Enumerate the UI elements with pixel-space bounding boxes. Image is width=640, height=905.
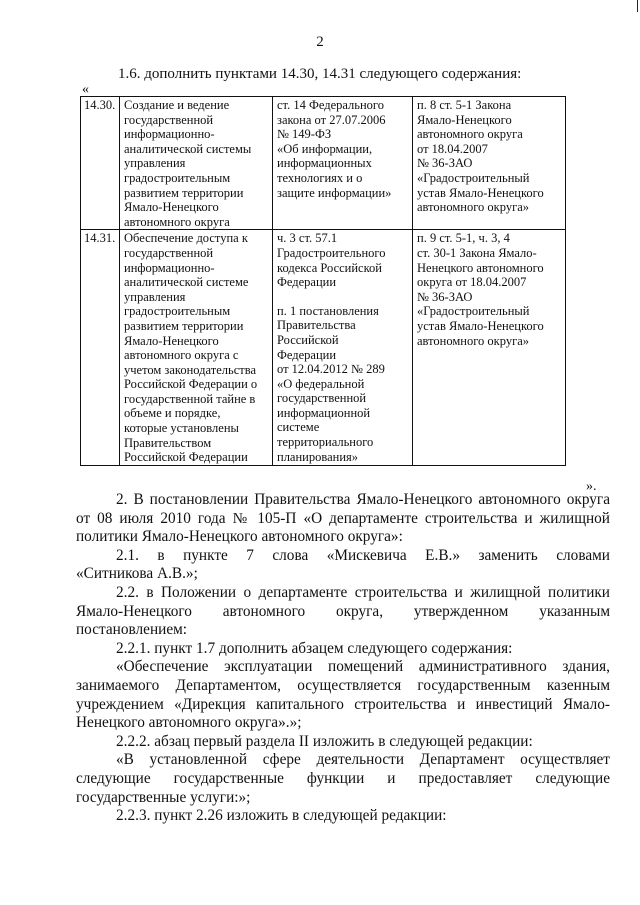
cell-text-line: объеме и порядке, <box>124 406 221 421</box>
paragraph-line: постановлением: <box>76 621 188 639</box>
cell-text-line: кодекса Российской <box>277 260 382 275</box>
cell-text-line: планирования» <box>277 449 359 464</box>
paragraph-line: Ненецкого автономного округа».»; <box>76 714 302 732</box>
cell-text-line: Правительством <box>124 435 212 450</box>
cell-text-line: Федерации <box>277 347 337 362</box>
cell-text-line: Ямало-Ненецкого <box>124 200 219 215</box>
federal-basis-part <box>277 231 409 289</box>
paragraph-line: от 08 июля 2010 года № 105-П «О департаменте строительства и жилищной <box>76 509 610 527</box>
cell-text-line: Ненецкого автономного <box>417 260 544 275</box>
cell-text-line: градостроительным <box>124 304 231 319</box>
paragraph-line: 2.1. в пункте 7 слова «Мискевича Е.В.» заменить словами <box>116 546 610 564</box>
cell-text-line: устав Ямало-Ненецкого <box>417 318 544 333</box>
row-number: 14.30. <box>81 97 120 230</box>
cell-text-line: которые установлены <box>124 421 239 436</box>
cell-text-line: № 36-ЗАО <box>417 289 473 304</box>
service-cell <box>120 230 273 466</box>
paragraph-line: политики Ямало-Ненецкого автономного округа»: <box>76 528 403 546</box>
paragraph-line: учреждением «Дирекция капитального строительства и инвестиций Ямало- <box>76 695 610 713</box>
cell-text-line: «Градостроительный <box>417 304 530 319</box>
federal-basis-cell <box>273 97 413 230</box>
cell-text-line: автономного округа» <box>417 200 530 215</box>
cell-text-line: информационно- <box>124 260 215 275</box>
cell-text-line: аналитической системе <box>124 275 249 290</box>
cell-text-line: государственной <box>124 112 214 127</box>
paragraph-line: государственные услуги:»; <box>76 788 251 806</box>
paragraph-line: Ямало-Ненецкого автономного округа, утвержденном указанным <box>76 602 610 620</box>
cell-text-line: развитием территории <box>124 318 244 333</box>
row-number: 14.31. <box>81 230 120 466</box>
cell-text-line: государственной <box>124 245 214 260</box>
document-body <box>76 491 610 826</box>
cell-text-line: от 18.04.2007 <box>417 141 488 156</box>
federal-basis-cell <box>273 230 413 466</box>
inserted-items-table <box>80 96 566 466</box>
intro-paragraph: 1.6. дополнить пунктами 14.30, 14.31 следующего содержания: <box>118 66 522 82</box>
cell-text-line: информационно- <box>124 127 215 142</box>
cell-text-line: «Градостроительный <box>417 170 530 185</box>
open-quote: « <box>82 82 89 97</box>
regional-basis-cell <box>413 230 566 466</box>
cell-text-line: «О федеральной <box>277 376 365 391</box>
paragraph-line: 2.2.3. пункт 2.26 изложить в следующей редакции: <box>116 807 447 825</box>
cell-text-line: территориального <box>277 435 374 450</box>
cell-text-line: «Об информации, <box>277 141 373 156</box>
cell-text-line: развитием территории <box>124 185 244 200</box>
regional-basis-cell <box>413 97 566 230</box>
paragraph-line: 2.2.2. абзац первый раздела II изложить в следующей редакции: <box>116 732 533 750</box>
paragraph-line: 2.2.1. пункт 1.7 дополнить абзацем следующего содержания: <box>116 639 513 657</box>
cell-text-line: округа от 18.04.2007 <box>417 275 527 290</box>
paragraph-line: 2. В постановлении Правительства Ямало-Ненецкого автономного округа <box>116 491 610 508</box>
cell-text-line: автономного округа <box>124 214 230 229</box>
cell-text-line: защите информации» <box>277 185 392 200</box>
cell-text-line: информационных <box>277 156 372 171</box>
paragraph-line: «Ситникова А.В.»; <box>76 565 198 583</box>
cell-text-line: Федерации <box>277 275 337 290</box>
cell-text-line: № 36-ЗАО <box>417 156 473 171</box>
cell-text-line: ст. 30-1 Закона Ямало- <box>417 245 537 260</box>
cell-text-line: Градостроительного <box>277 245 386 260</box>
cell-text-line: информационной <box>277 405 371 420</box>
table-row <box>81 230 566 466</box>
paragraph-line: «В установленной сфере деятельности Департамент осуществляет <box>116 751 610 769</box>
cell-text-line: ст. 14 Федерального <box>277 98 384 112</box>
paragraph-line: «Обеспечение эксплуатации помещений административного здания, <box>116 658 610 676</box>
cell-text-line: автономного округа» <box>417 333 530 348</box>
cell-text-line: закона от 27.07.2006 <box>277 112 386 127</box>
cell-text-line: Правительства <box>277 318 356 333</box>
cell-text-line: управления <box>124 289 186 304</box>
corner-mark <box>629 0 638 12</box>
cell-text-line: системе <box>277 420 320 435</box>
paragraph-line: следующие государственные функции и предоставляет следующие <box>76 769 610 787</box>
cell-text-line: Российской Федерации о <box>124 377 258 392</box>
cell-text-line: п. 1 постановления <box>277 303 379 318</box>
close-quote: ». <box>586 479 597 494</box>
cell-text-line: Ямало-Ненецкого <box>417 112 512 127</box>
cell-text-line: от 12.04.2012 № 289 <box>277 362 385 377</box>
cell-text-line: градостроительным <box>124 170 231 185</box>
cell-text-line: учетом законодательства <box>124 362 257 377</box>
paragraph-line: занимаемого Департаментом, осуществляется государственным казенным <box>76 676 610 694</box>
cell-text-line: ч. 3 ст. 57.1 <box>277 231 338 246</box>
paragraph-line: 2.2. в Положении о департаменте строительства и жилищной политики <box>116 583 610 601</box>
cell-text-line: аналитической системы <box>124 141 252 156</box>
cell-text-line: п. 8 ст. 5-1 Закона <box>417 98 512 112</box>
cell-text-line: Обеспечение доступа к <box>124 231 248 246</box>
cell-text-line: управления <box>124 156 186 171</box>
service-cell <box>120 97 273 230</box>
cell-text-line: Создание и ведение <box>124 98 230 112</box>
cell-text-line: технологиях и о <box>277 170 363 185</box>
cell-text-line: Ямало-Ненецкого <box>124 333 219 348</box>
cell-text-line: Российской <box>277 332 339 347</box>
cell-text-line: государственной <box>277 391 367 406</box>
cell-text-line: автономного округа <box>417 127 523 142</box>
table-row <box>81 97 566 230</box>
cell-text-line: автономного округа с <box>124 348 239 363</box>
cell-text-line: Российской Федерации <box>124 450 248 465</box>
cell-text-line: п. 9 ст. 5-1, ч. 3, 4 <box>417 231 510 246</box>
cell-text-line: № 149-ФЗ <box>277 127 332 142</box>
page-number: 2 <box>316 34 324 50</box>
federal-basis-part <box>277 304 409 465</box>
cell-text-line: устав Ямало-Ненецкого <box>417 185 544 200</box>
cell-text-line: государственной тайне в <box>124 391 256 406</box>
